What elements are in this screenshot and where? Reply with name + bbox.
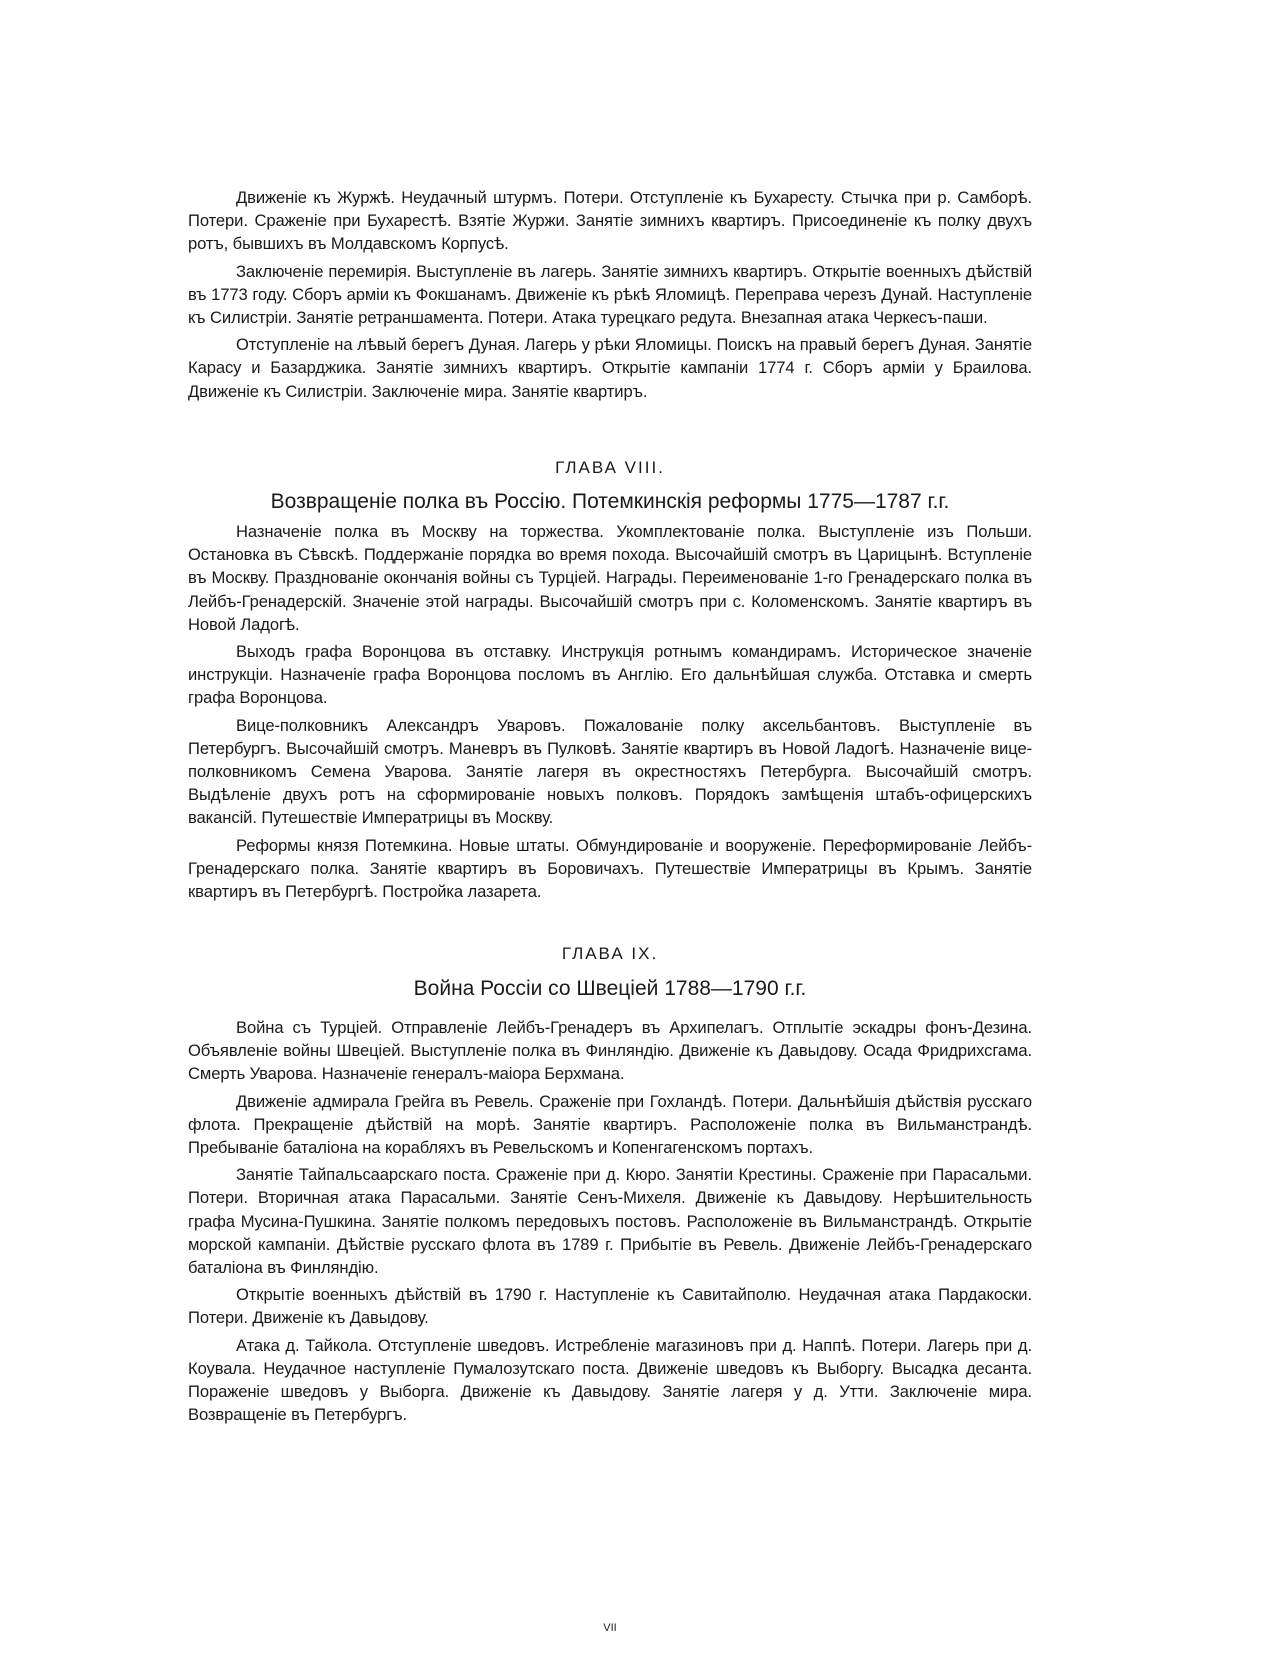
paragraph: Движеніе адмирала Грейга въ Ревель. Сраженіе при Гохландѣ. Потери. Дальнѣйшія дѣйствія русскаго флота. Прекращеніе дѣйствій на морѣ. Занятіе квартиръ. Расположеніе полка въ Вильманстрандѣ. Пребываніе баталіона на корабляхъ въ Ревельскомъ и Копенгагенскомъ портахъ. bbox=[188, 1091, 1032, 1158]
paragraph: Выходъ графа Воронцова въ отставку. Инструкція ротнымъ командирамъ. Историческое значеніе инструкціи. Назначеніе графа Воронцова посломъ въ Англію. Его дальнѣйшая служба. Отставка и смерть графа Воронцова. bbox=[188, 642, 1032, 708]
paragraph: Открытіе военныхъ дѣйствій въ 1790 г. Наступленіе къ Савитайполю. Неудачная атака Пардакоски. Потери. Движеніе къ Давыдову. bbox=[188, 1285, 1032, 1328]
paragraph: Война съ Турціей. Отправленіе Лейбъ-Гренадеръ въ Архипелагъ. Отплытіе эскадры фонъ-Дезина. Объявленіе войны Швеціей. Выступленіе полка въ Финляндію. Движеніе къ Давыдову. Осада Фридрихсгама. Смерть Уварова. Назначеніе генералъ-маіора Берхмана. bbox=[188, 1018, 1032, 1084]
paragraph: Вице-полковникъ Александръ Уваровъ. Пожалованіе полку аксельбантовъ. Выступленіе въ Петербургъ. Высочайшій смотръ. Маневръ въ Пулковѣ. Занятіе квартиръ въ Новой Ладогѣ. Назначеніе вице-полковникомъ Семена Уварова. Занятіе лагеря въ окрестностяхъ Петербурга. Высочайшій смотръ. Выдѣленіе двухъ ротъ на сформированіе новыхъ полковъ. Порядокъ замѣщенія штабъ-офицерскихъ вакансій. Путешествіе Императрицы въ Москву. bbox=[188, 715, 1032, 828]
chapter-title: Возвращеніе полка въ Россію. Потемкинскія реформы 1775—1787 г.г. bbox=[270, 490, 950, 513]
paragraph: Движеніе къ Журжѣ. Неудачный штурмъ. Потери. Отступленіе къ Бухаресту. Стычка при р. Самборѣ. Потери. Сраженіе при Бухарестѣ. Взятіе Журжи. Занятіе зимнихъ квартиръ. Присоединеніе къ полку двухъ ротъ, бывшихъ въ Молдавскомъ Корпусѣ. bbox=[188, 188, 1032, 254]
chapter-9-summary bbox=[188, 1016, 1032, 1430]
chapter-8-summary bbox=[188, 520, 1032, 907]
paragraph: Заключеніе перемирія. Выступленіе въ лагерь. Занятіе зимнихъ квартиръ. Открытіе военныхъ дѣйствій въ 1773 году. Сборъ арміи къ Фокшанамъ. Движеніе къ рѣкѣ Яломицѣ. Переправа черезъ Дунай. Наступленіе къ Силистріи. Занятіе ретраншамента. Потери. Атака турецкаго редута. Внезапная атака Черкесъ-паши. bbox=[188, 261, 1032, 328]
chapter-heading: ГЛАВА VIII. bbox=[555, 458, 665, 477]
chapter-title: Война Россіи со Швеціей 1788—1790 г.г. bbox=[413, 977, 807, 1000]
page-number: VII bbox=[603, 1622, 617, 1634]
paragraph: Отступленіе на лѣвый берегъ Дуная. Лагерь у рѣки Яломицы. Поискъ на правый берегъ Дуная. Занятіе Карасу и Базарджика. Занятіе зимнихъ квартиръ. Открытіе кампаніи 1774 г. Сборъ арміи у Браилова. Движеніе къ Силистріи. Заключеніе мира. Занятіе квартиръ. bbox=[188, 335, 1032, 401]
paragraph: Занятіе Тайпальсаарскаго поста. Сраженіе при д. Кюро. Занятіи Крестины. Сраженіе при Парасальми. Потери. Вторичная атака Парасальми. Занятіе Сенъ-Михеля. Движеніе къ Давыдову. Нерѣшительность графа Мусина-Пушкина. Занятіе полкомъ передовыхъ постовъ. Расположеніе въ Вильманстрандѣ. Открытіе морской кампаніи. Дѣйствіе русскаго флота въ 1789 г. Прибытіе въ Ревель. Движеніе Лейбъ-Гренадерскаго баталіона въ Финляндію. bbox=[188, 1165, 1032, 1278]
paragraph: Реформы князя Потемкина. Новые штаты. Обмундированіе и вооруженіе. Переформированіе Лейбъ-Гренадерскаго полка. Занятіе квартиръ въ Боровичахъ. Путешествіе Императрицы въ Крымъ. Занятіе квартиръ въ Петербургѣ. Постройка лазарета. bbox=[188, 835, 1032, 902]
chapter-heading: ГЛАВА IX. bbox=[561, 944, 659, 963]
paragraph: Назначеніе полка въ Москву на торжества. Укомплектованіе полка. Выступленіе изъ Польши. Остановка въ Сѣвскѣ. Поддержаніе порядка во время похода. Высочайшій смотръ въ Царицынѣ. Вступленіе въ Москву. Празднованіе окончанія войны съ Турціей. Награды. Переименованіе 1-го Гренадерскаго полка въ Лейбъ-Гренадерскій. Значеніе этой награды. Высочайшій смотръ при с. Коломенскомъ. Занятіе квартиръ въ Новой Ладогѣ. bbox=[188, 522, 1032, 634]
section-top bbox=[188, 186, 1032, 407]
paragraph: Атака д. Тайкола. Отступленіе шведовъ. Истребленіе магазиновъ при д. Наппѣ. Потери. Лагерь при д. Коувала. Неудачное наступленіе Пумалозутскаго поста. Движеніе шведовъ къ Выборгу. Высадка десанта. Пораженіе шведовъ у Выборга. Движеніе къ Давыдову. Занятіе лагеря у д. Утти. Заключеніе мира. Возвращеніе въ Петербургъ. bbox=[188, 1335, 1032, 1425]
